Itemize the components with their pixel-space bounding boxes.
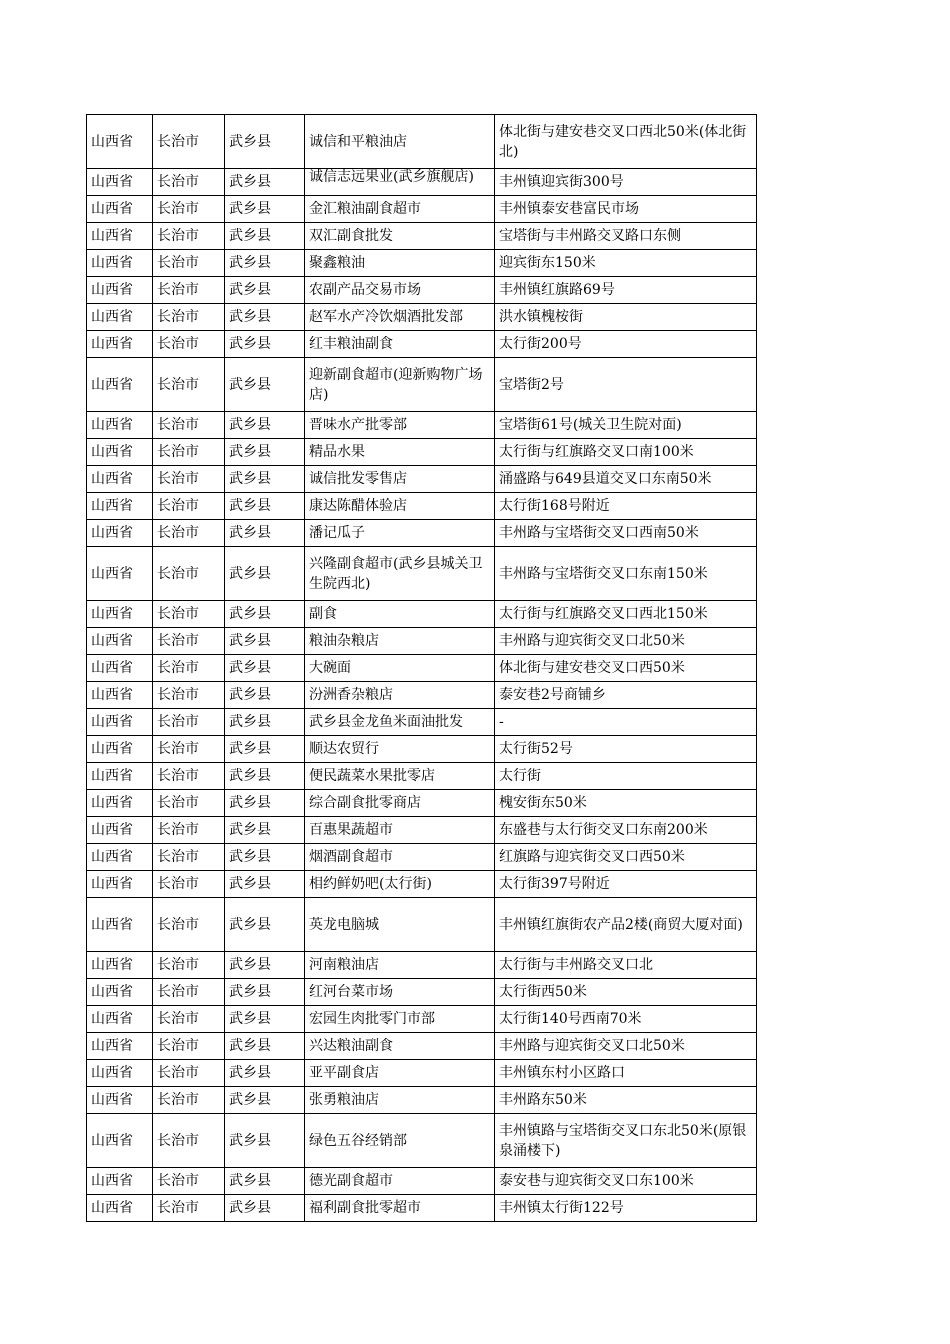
county-cell: 武乡县 — [225, 898, 305, 952]
city-cell: 长治市 — [153, 196, 225, 223]
store-name-cell: 晋味水产批零部 — [305, 412, 495, 439]
county-cell: 武乡县 — [225, 115, 305, 169]
table-row — [87, 790, 757, 817]
address-cell: 丰州镇红旗路69号 — [495, 277, 757, 304]
city-cell: 长治市 — [153, 1033, 225, 1060]
store-name-cell: 兴达粮油副食 — [305, 1033, 495, 1060]
address-cell: 太行街140号西南70米 — [495, 1006, 757, 1033]
address-cell: 体北街与建安巷交叉口西50米 — [495, 655, 757, 682]
address-cell: 太行街 — [495, 763, 757, 790]
store-name-cell: 英龙电脑城 — [305, 898, 495, 952]
address-cell: 太行街与红旗路交叉口西北150米 — [495, 601, 757, 628]
table-body — [87, 115, 757, 1222]
province-cell: 山西省 — [87, 223, 153, 250]
store-name-cell: 武乡县金龙鱼米面油批发 — [305, 709, 495, 736]
store-name-cell: 迎新副食超市(迎新购物广场店) — [305, 358, 495, 412]
city-cell: 长治市 — [153, 790, 225, 817]
address-cell: 太行街与红旗路交叉口南100米 — [495, 439, 757, 466]
city-cell: 长治市 — [153, 1168, 225, 1195]
province-cell: 山西省 — [87, 628, 153, 655]
county-cell: 武乡县 — [225, 1087, 305, 1114]
city-cell: 长治市 — [153, 952, 225, 979]
city-cell: 长治市 — [153, 493, 225, 520]
table-row — [87, 898, 757, 952]
city-cell: 长治市 — [153, 655, 225, 682]
table-row — [87, 736, 757, 763]
province-cell: 山西省 — [87, 439, 153, 466]
province-cell: 山西省 — [87, 817, 153, 844]
address-cell: 丰州路东50米 — [495, 1087, 757, 1114]
store-name-cell: 张勇粮油店 — [305, 1087, 495, 1114]
province-cell: 山西省 — [87, 493, 153, 520]
address-cell: 丰州镇迎宾街300号 — [495, 169, 757, 196]
store-name-cell: 便民蔬菜水果批零店 — [305, 763, 495, 790]
table-row — [87, 844, 757, 871]
table-row — [87, 250, 757, 277]
province-cell: 山西省 — [87, 169, 153, 196]
city-cell: 长治市 — [153, 250, 225, 277]
city-cell: 长治市 — [153, 898, 225, 952]
county-cell: 武乡县 — [225, 547, 305, 601]
city-cell: 长治市 — [153, 628, 225, 655]
store-name-cell: 副食 — [305, 601, 495, 628]
city-cell: 长治市 — [153, 304, 225, 331]
table-row — [87, 547, 757, 601]
province-cell: 山西省 — [87, 682, 153, 709]
city-cell: 长治市 — [153, 871, 225, 898]
address-cell: 丰州路与迎宾街交叉口北50米 — [495, 1033, 757, 1060]
table-row — [87, 763, 757, 790]
address-cell: 丰州镇路与宝塔街交叉口东北50米(原银泉涌楼下) — [495, 1114, 757, 1168]
county-cell: 武乡县 — [225, 979, 305, 1006]
table-row — [87, 709, 757, 736]
table-row — [87, 952, 757, 979]
city-cell: 长治市 — [153, 1114, 225, 1168]
store-name-cell: 德光副食超市 — [305, 1168, 495, 1195]
county-cell: 武乡县 — [225, 493, 305, 520]
address-cell: 太行街西50米 — [495, 979, 757, 1006]
city-cell: 长治市 — [153, 331, 225, 358]
store-name-cell: 河南粮油店 — [305, 952, 495, 979]
province-cell: 山西省 — [87, 520, 153, 547]
city-cell: 长治市 — [153, 601, 225, 628]
city-cell: 长治市 — [153, 1006, 225, 1033]
address-cell: 洪水镇槐桉街 — [495, 304, 757, 331]
province-cell: 山西省 — [87, 655, 153, 682]
store-name-cell: 粮油杂粮店 — [305, 628, 495, 655]
store-name-cell: 大碗面 — [305, 655, 495, 682]
county-cell: 武乡县 — [225, 1060, 305, 1087]
address-cell: 丰州路与宝塔街交叉口东南150米 — [495, 547, 757, 601]
store-name-cell: 康达陈醋体验店 — [305, 493, 495, 520]
store-name-cell: 诚信批发零售店 — [305, 466, 495, 493]
address-cell: 涌盛路与649县道交叉口东南50米 — [495, 466, 757, 493]
store-name-cell: 诚信和平粮油店 — [305, 115, 495, 169]
province-cell: 山西省 — [87, 547, 153, 601]
table-row — [87, 979, 757, 1006]
county-cell: 武乡县 — [225, 277, 305, 304]
county-cell: 武乡县 — [225, 520, 305, 547]
county-cell: 武乡县 — [225, 1195, 305, 1222]
table-row — [87, 1114, 757, 1168]
store-name-cell: 红河台菜市场 — [305, 979, 495, 1006]
county-cell: 武乡县 — [225, 682, 305, 709]
county-cell: 武乡县 — [225, 655, 305, 682]
province-cell: 山西省 — [87, 196, 153, 223]
county-cell: 武乡县 — [225, 331, 305, 358]
province-cell: 山西省 — [87, 601, 153, 628]
table-row — [87, 1195, 757, 1222]
table-row — [87, 601, 757, 628]
address-cell: 泰安巷与迎宾街交叉口东100米 — [495, 1168, 757, 1195]
table-row — [87, 817, 757, 844]
store-name-cell: 金汇粮油副食超市 — [305, 196, 495, 223]
store-name-cell: 顺达农贸行 — [305, 736, 495, 763]
city-cell: 长治市 — [153, 358, 225, 412]
county-cell: 武乡县 — [225, 763, 305, 790]
store-name-cell: 双汇副食批发 — [305, 223, 495, 250]
county-cell: 武乡县 — [225, 628, 305, 655]
table-row — [87, 871, 757, 898]
store-name-cell: 亚平副食店 — [305, 1060, 495, 1087]
store-name-cell: 汾洲香杂粮店 — [305, 682, 495, 709]
address-cell: 太行街200号 — [495, 331, 757, 358]
table-row — [87, 358, 757, 412]
table-row — [87, 223, 757, 250]
address-cell: 宝塔街与丰州路交叉路口东侧 — [495, 223, 757, 250]
county-cell: 武乡县 — [225, 601, 305, 628]
province-cell: 山西省 — [87, 871, 153, 898]
city-cell: 长治市 — [153, 412, 225, 439]
county-cell: 武乡县 — [225, 709, 305, 736]
county-cell: 武乡县 — [225, 439, 305, 466]
table-row — [87, 1168, 757, 1195]
store-name-cell: 兴隆副食超市(武乡县城关卫生院西北) — [305, 547, 495, 601]
county-cell: 武乡县 — [225, 817, 305, 844]
province-cell: 山西省 — [87, 952, 153, 979]
province-cell: 山西省 — [87, 1168, 153, 1195]
address-cell: 太行街与丰州路交叉口北 — [495, 952, 757, 979]
province-cell: 山西省 — [87, 250, 153, 277]
province-cell: 山西省 — [87, 331, 153, 358]
table-row — [87, 331, 757, 358]
store-name-cell: 百惠果蔬超市 — [305, 817, 495, 844]
city-cell: 长治市 — [153, 439, 225, 466]
county-cell: 武乡县 — [225, 1033, 305, 1060]
store-name-cell: 精品水果 — [305, 439, 495, 466]
province-cell: 山西省 — [87, 412, 153, 439]
table-row — [87, 196, 757, 223]
table-row — [87, 1006, 757, 1033]
address-cell: 丰州路与宝塔街交叉口西南50米 — [495, 520, 757, 547]
address-cell: 迎宾街东150米 — [495, 250, 757, 277]
address-cell: 宝塔街2号 — [495, 358, 757, 412]
city-cell: 长治市 — [153, 844, 225, 871]
table-row — [87, 169, 757, 196]
table-row — [87, 1087, 757, 1114]
city-cell: 长治市 — [153, 1060, 225, 1087]
city-cell: 长治市 — [153, 115, 225, 169]
county-cell: 武乡县 — [225, 169, 305, 196]
county-cell: 武乡县 — [225, 844, 305, 871]
address-cell: 槐安街东50米 — [495, 790, 757, 817]
city-cell: 长治市 — [153, 1195, 225, 1222]
county-cell: 武乡县 — [225, 1114, 305, 1168]
county-cell: 武乡县 — [225, 952, 305, 979]
store-name-cell: 绿色五谷经销部 — [305, 1114, 495, 1168]
province-cell: 山西省 — [87, 115, 153, 169]
county-cell: 武乡县 — [225, 223, 305, 250]
county-cell: 武乡县 — [225, 466, 305, 493]
address-cell: 宝塔街61号(城关卫生院对面) — [495, 412, 757, 439]
table-row — [87, 466, 757, 493]
province-cell: 山西省 — [87, 1060, 153, 1087]
city-cell: 长治市 — [153, 466, 225, 493]
province-cell: 山西省 — [87, 358, 153, 412]
city-cell: 长治市 — [153, 169, 225, 196]
store-name-cell: 赵军水产冷饮烟酒批发部 — [305, 304, 495, 331]
store-name-cell: 烟酒副食超市 — [305, 844, 495, 871]
city-cell: 长治市 — [153, 736, 225, 763]
store-name-cell: 福利副食批零超市 — [305, 1195, 495, 1222]
store-name-cell: 综合副食批零商店 — [305, 790, 495, 817]
address-cell: 太行街168号附近 — [495, 493, 757, 520]
county-cell: 武乡县 — [225, 871, 305, 898]
province-cell: 山西省 — [87, 979, 153, 1006]
table-row — [87, 412, 757, 439]
county-cell: 武乡县 — [225, 250, 305, 277]
county-cell: 武乡县 — [225, 304, 305, 331]
province-cell: 山西省 — [87, 763, 153, 790]
address-cell: 东盛巷与太行街交叉口东南200米 — [495, 817, 757, 844]
city-cell: 长治市 — [153, 709, 225, 736]
province-cell: 山西省 — [87, 898, 153, 952]
address-cell: 丰州镇泰安巷富民市场 — [495, 196, 757, 223]
county-cell: 武乡县 — [225, 358, 305, 412]
address-cell: 丰州路与迎宾街交叉口北50米 — [495, 628, 757, 655]
store-name-cell: 相约鲜奶吧(太行街) — [305, 871, 495, 898]
county-cell: 武乡县 — [225, 1006, 305, 1033]
table-row — [87, 655, 757, 682]
address-cell: 体北街与建安巷交叉口西北50米(体北街北) — [495, 115, 757, 169]
address-cell: 丰州镇太行街122号 — [495, 1195, 757, 1222]
city-cell: 长治市 — [153, 520, 225, 547]
province-cell: 山西省 — [87, 1033, 153, 1060]
table-row — [87, 628, 757, 655]
store-name-cell: 诚信志远果业(武乡旗舰店) — [305, 169, 495, 196]
city-cell: 长治市 — [153, 547, 225, 601]
county-cell: 武乡县 — [225, 790, 305, 817]
address-cell: 丰州镇东村小区路口 — [495, 1060, 757, 1087]
city-cell: 长治市 — [153, 817, 225, 844]
county-cell: 武乡县 — [225, 196, 305, 223]
table-row — [87, 1060, 757, 1087]
store-name-cell: 农副产品交易市场 — [305, 277, 495, 304]
province-cell: 山西省 — [87, 790, 153, 817]
province-cell: 山西省 — [87, 277, 153, 304]
table-row — [87, 439, 757, 466]
store-name-cell: 潘记瓜子 — [305, 520, 495, 547]
province-cell: 山西省 — [87, 304, 153, 331]
store-name-cell: 红丰粮油副食 — [305, 331, 495, 358]
table-row — [87, 115, 757, 169]
table-row — [87, 1033, 757, 1060]
province-cell: 山西省 — [87, 844, 153, 871]
address-cell: 泰安巷2号商铺乡 — [495, 682, 757, 709]
province-cell: 山西省 — [87, 1006, 153, 1033]
county-cell: 武乡县 — [225, 736, 305, 763]
store-table — [86, 114, 757, 1222]
address-cell: 太行街52号 — [495, 736, 757, 763]
province-cell: 山西省 — [87, 1195, 153, 1222]
county-cell: 武乡县 — [225, 1168, 305, 1195]
table-row — [87, 277, 757, 304]
table-row — [87, 304, 757, 331]
province-cell: 山西省 — [87, 1087, 153, 1114]
address-cell: 红旗路与迎宾街交叉口西50米 — [495, 844, 757, 871]
store-name-cell: 宏园生肉批零门市部 — [305, 1006, 495, 1033]
table-row — [87, 520, 757, 547]
address-cell: 丰州镇红旗街农产品2楼(商贸大厦对面) — [495, 898, 757, 952]
city-cell: 长治市 — [153, 1087, 225, 1114]
address-cell: 太行街397号附近 — [495, 871, 757, 898]
table-row — [87, 493, 757, 520]
city-cell: 长治市 — [153, 763, 225, 790]
province-cell: 山西省 — [87, 466, 153, 493]
store-name-cell: 聚鑫粮油 — [305, 250, 495, 277]
city-cell: 长治市 — [153, 223, 225, 250]
address-cell: - — [495, 709, 757, 736]
table-row — [87, 682, 757, 709]
city-cell: 长治市 — [153, 682, 225, 709]
city-cell: 长治市 — [153, 979, 225, 1006]
province-cell: 山西省 — [87, 709, 153, 736]
province-cell: 山西省 — [87, 1114, 153, 1168]
city-cell: 长治市 — [153, 277, 225, 304]
county-cell: 武乡县 — [225, 412, 305, 439]
province-cell: 山西省 — [87, 736, 153, 763]
